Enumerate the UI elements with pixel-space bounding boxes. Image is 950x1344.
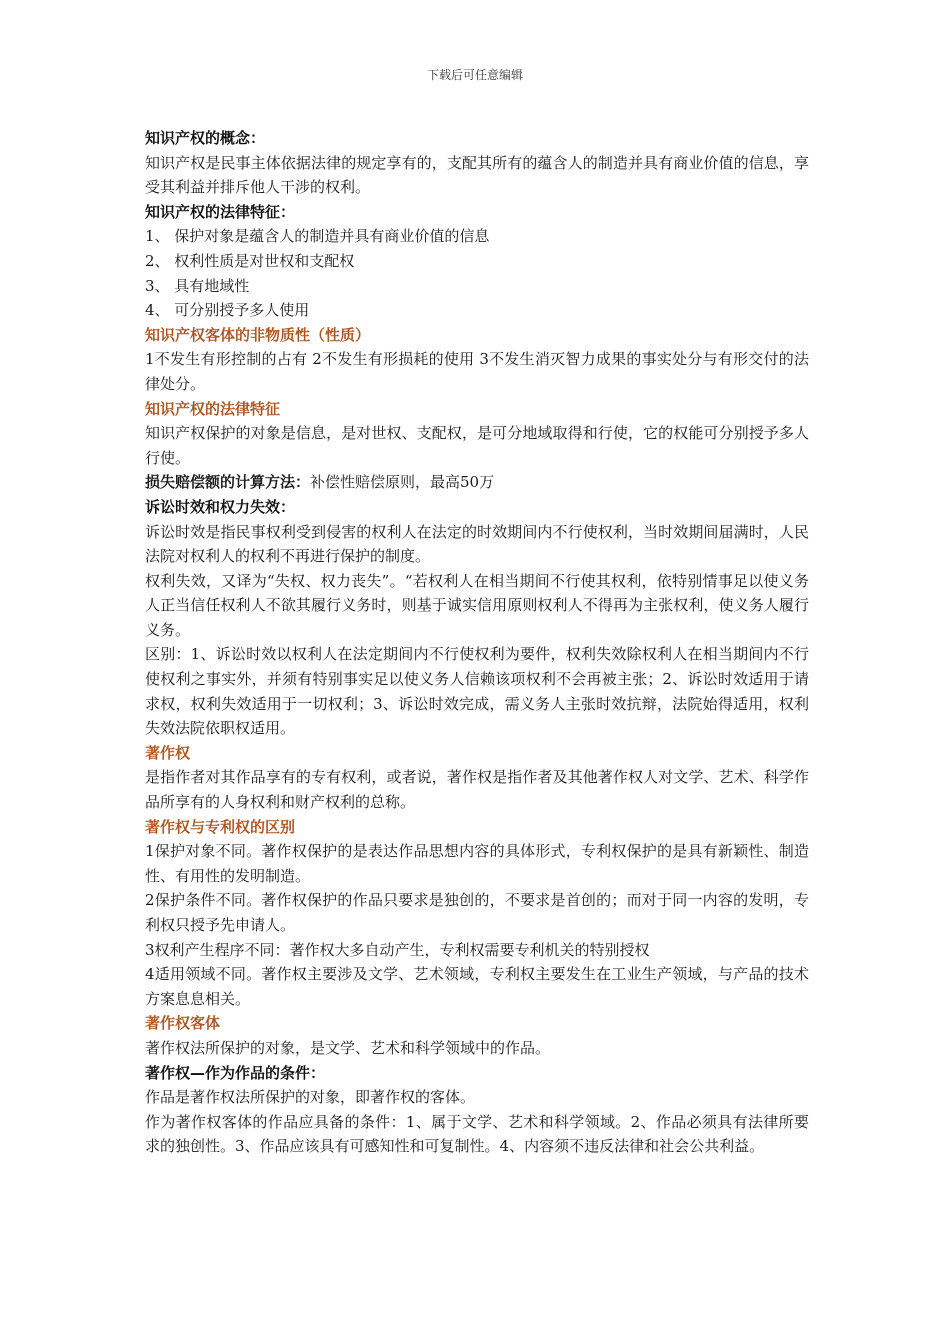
section-body-copyright-object: 著作权法所保护的对象，是文学、艺术和科学领域中的作品。 [145,1038,551,1057]
section-title-legal-features-2: 知识产权的法律特征 [145,399,281,418]
section-damages [145,470,809,495]
section-title-copyright-object: 著作权客体 [145,1014,221,1033]
section-title-limitation: 诉讼时效和权力失效： [145,497,296,516]
section-title-work-conditions: 著作权—作为作品的条件： [145,1063,326,1082]
section-title-ip-concept: 知识产权的概念： [145,129,266,147]
section-title-copyright: 著作权 [145,743,191,762]
section-title-damages: 损失赔偿额的计算方法： [145,473,311,492]
section-body-copyright: 是指作者对其作品享有的专有权利，或者说，著作权是指作者及其他著作权人对文学、艺术、科学作品所享有的人身权利和财产权利的总称。 [145,768,809,812]
paragraph: 诉讼时效是指民事权利受到侵害的权利人在法定的时效期间内不行使权利，当时效期间届满时，人民法院对权利人的权利不再进行保护的制度。 [145,522,809,566]
section-body-ip-concept: 知识产权是民事主体依据法律的规定享有的，支配其所有的蕴含人的制造并具有商业价值的信息，享受其利益并排斥他人干涉的权利。 [145,153,809,197]
list-item: 4适用领域不同。著作权主要涉及文学、艺术领域，专利权主要发生在工业生产领域，与产品的技术方案息息相关。 [145,965,809,1008]
section-title-legal-features: 知识产权的法律特征： [145,202,296,221]
page-header: 下载后可任意编辑 [426,68,523,82]
section-body-damages: 补偿性赔偿原则，最高50万 [310,473,495,492]
list-item: 2保护条件不同。著作权保护的作品只要求是独创的，不要求是首创的；而对于同一内容的发明，专利权只授予先申请人。 [145,891,809,934]
paragraph: 区别：1、诉讼时效以权利人在法定期间内不行使权利为要件，权利失效除权利人在相当期间内不行使权利之事实外，并须有特别事实足以使义务人信赖该项权利不会再被主张；2、诉讼时效适用于请求权，权利失效适用于一切权利；3、诉讼时效完成，需义务人主张时效抗辩，法院始得适用，权利失效法院依职权适用。 [145,645,809,738]
list-item: 2、 权利性质是对世权和支配权 [145,251,355,270]
list-item: 4、 可分别授予多人使用 [145,301,310,320]
document-body [145,126,809,1159]
list-item: 3权利产生程序不同：著作权大多自动产生，专利权需要专利机关的特别授权 [145,940,650,959]
paragraph: 作为著作权客体的作品应具备的条件：1、属于文学、艺术和科学领域。2、作品必须具有法律所要求的独创性。3、作品应该具有可感知性和可复制性。4、内容须不违反法律和社会公共利益。 [145,1112,809,1156]
list-item: 1、 保护对象是蕴含人的制造并具有商业价值的信息 [145,227,490,246]
paragraph: 权利失效，又译为“失权、权力丧失”。“若权利人在相当期间不行使其权利，依特别情事足以使义务人正当信任权利人不欲其履行义务时，则基于诚实信用原则权利人不得再为主张权利，使义务人履行义务。 [145,571,809,639]
list-item: 3、 具有地域性 [145,276,250,295]
section-body-legal-features-2: 知识产权保护的对象是信息，是对世权、支配权，是可分地域取得和行使，它的权能可分别授予多人行使。 [145,424,809,467]
section-title-copyright-vs-patent: 著作权与专利权的区别 [145,817,296,836]
section-title-immaterial-nature: 知识产权客体的非物质性（性质） [145,325,371,344]
list-item: 1保护对象不同。著作权保护的是表达作品思想内容的具体形式，专利权保护的是具有新颖性、制造性、有用性的发明制造。 [145,842,809,885]
section-body-immaterial-nature: 1不发生有形控制的占有 2不发生有形损耗的使用 3不发生消灭智力成果的事实处分与有形交付的法律处分。 [145,350,809,393]
paragraph: 作品是著作权法所保护的对象，即著作权的客体。 [145,1088,476,1107]
